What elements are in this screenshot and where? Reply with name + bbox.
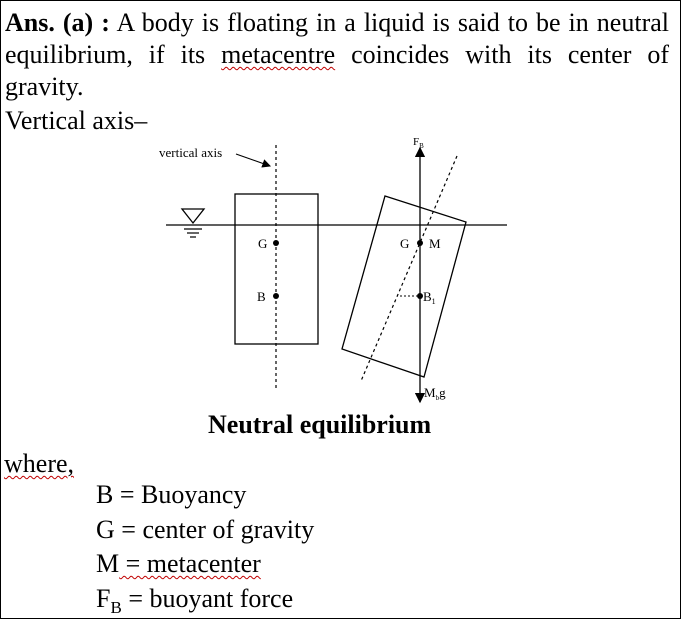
tilted-axis-line: [361, 156, 457, 381]
axis-label-pointer: [236, 154, 270, 166]
legend-symbol: B: [96, 480, 114, 509]
legend-definition: = metacenter: [119, 549, 261, 578]
fb-label: $F_B$: [413, 136, 424, 150]
legend-definition: = buoyant force: [121, 584, 294, 613]
where-label: where,: [4, 449, 75, 478]
mbg-label: $M_bg$: [424, 385, 446, 402]
g-point: [273, 240, 279, 246]
axis-label: vertical axis: [159, 145, 223, 160]
legend-symbol-sub: B: [110, 598, 122, 618]
legend-item-b: [96, 480, 246, 510]
water-surface-icon: [182, 209, 204, 237]
b-point: [273, 293, 279, 299]
figure-caption: Neutral equilibrium: [208, 410, 432, 439]
g-label-left: G: [258, 236, 268, 251]
answer-text-end: coincides with its center of gravity.: [5, 40, 670, 101]
gm-point: [417, 240, 423, 246]
b1-label: $B_1$: [423, 289, 436, 306]
legend-definition: = center of gravity: [114, 515, 315, 544]
section-title: Vertical axis–: [5, 106, 148, 135]
m-label-right: M: [429, 236, 441, 251]
legend-item-g: [96, 515, 314, 545]
legend-symbol: M: [96, 549, 120, 578]
answer-label: Ans. (a) :: [5, 8, 110, 37]
legend-definition: = Buoyancy: [113, 480, 247, 509]
legend-item-m: [96, 549, 261, 579]
metacentre-term: metacentre: [221, 40, 336, 69]
legend-symbol: F: [96, 584, 111, 613]
legend-item-fb: [96, 584, 293, 618]
g-label-right: G: [400, 236, 410, 251]
tilted-body: [342, 196, 466, 377]
legend-symbol: G: [96, 515, 115, 544]
answer-text-start: A body is floating in a liquid is said to be in neutral equilibrium, if its: [5, 8, 669, 69]
b-label-left: B: [257, 289, 266, 304]
